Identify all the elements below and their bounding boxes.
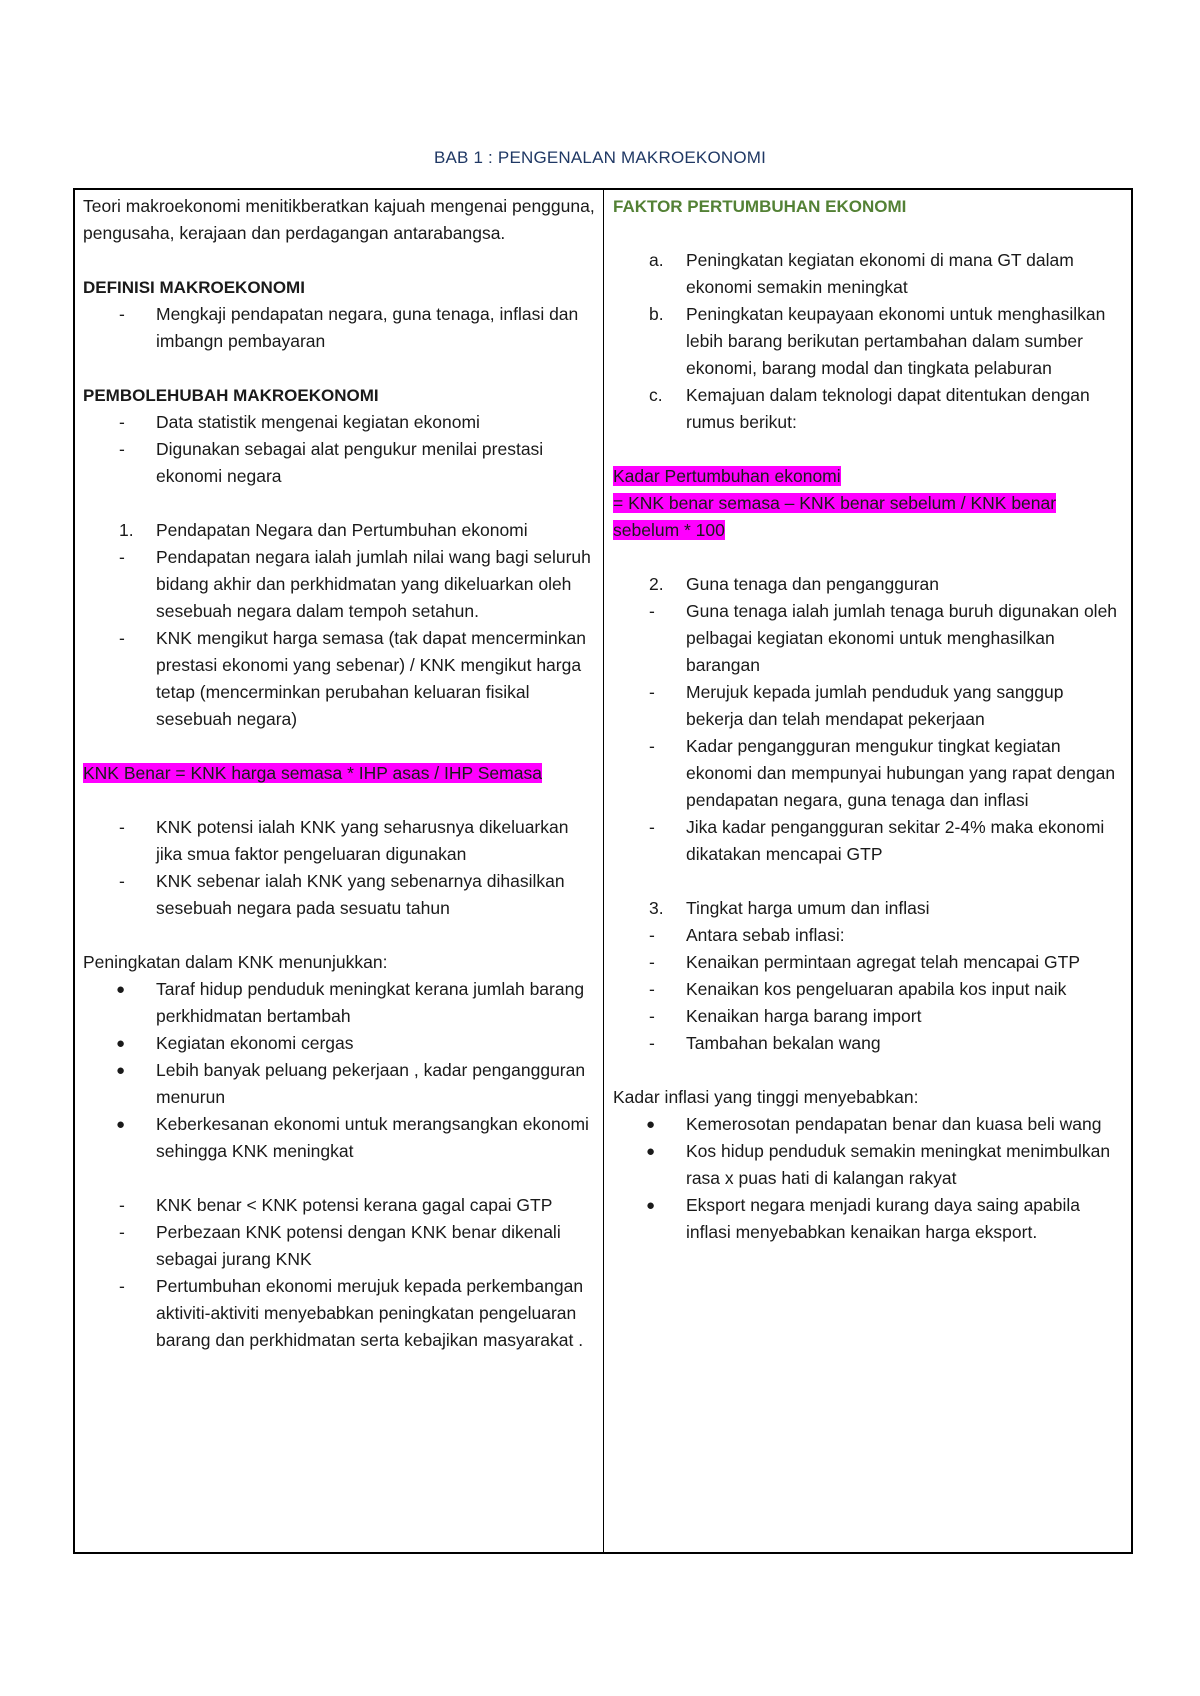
section-title-text: Tingkat harga umum dan inflasi xyxy=(686,898,930,918)
knk-benar-formula: KNK Benar = KNK harga semasa * IHP asas / IHP Semasa xyxy=(83,763,542,783)
list-item xyxy=(83,1273,595,1354)
dash-marker: - xyxy=(119,1222,125,1242)
bullet-icon: ● xyxy=(116,1035,126,1052)
bullet-icon: ● xyxy=(116,1062,126,1079)
bullet-icon: ● xyxy=(646,1143,656,1160)
list-item xyxy=(613,733,1123,814)
dash-marker: - xyxy=(119,1276,125,1296)
dash-marker: - xyxy=(649,925,655,945)
letter-marker: a. xyxy=(649,250,664,270)
list-item-text: Kenaikan permintaan agregat telah mencapai GTP xyxy=(686,952,1080,972)
list-item xyxy=(83,301,595,355)
list-item-text: KNK potensi ialah KNK yang seharusnya dikeluarkan jika smua faktor pengeluaran digunakan xyxy=(156,817,569,864)
section-title-text: Guna tenaga dan pengangguran xyxy=(686,574,940,594)
dash-marker: - xyxy=(649,979,655,999)
bullet-item xyxy=(83,976,595,1030)
section-title-text: Pendapatan Negara dan Pertumbuhan ekonomi xyxy=(156,520,528,540)
list-item xyxy=(83,625,595,733)
lettered-item-text: Kemajuan dalam teknologi dapat ditentukan dengan rumus berikut: xyxy=(686,385,1090,432)
list-item xyxy=(83,814,595,868)
inflasi-heading: Kadar inflasi yang tinggi menyebabkan: xyxy=(613,1087,919,1107)
list-item-text: Tambahan bekalan wang xyxy=(686,1033,881,1053)
bullet-item-text: Kegiatan ekonomi cergas xyxy=(156,1033,354,1053)
dash-marker: - xyxy=(119,817,125,837)
bullet-item xyxy=(613,1192,1123,1246)
list-item xyxy=(613,1003,1123,1030)
list-item xyxy=(613,949,1123,976)
list-item-text: Pertumbuhan ekonomi merujuk kepada perkembangan aktiviti-aktiviti menyebabkan peningkatan pengeluaran barang dan perkhidmatan serta kebajikan masyarakat . xyxy=(156,1276,584,1350)
list-item-text: Kenaikan harga barang import xyxy=(686,1006,922,1026)
list-item xyxy=(83,409,595,436)
lettered-item xyxy=(613,382,1123,436)
list-item-text: KNK sebenar ialah KNK yang sebenarnya dihasilkan sesebuah negara pada sesuatu tahun xyxy=(156,871,565,918)
dash-marker: - xyxy=(649,601,655,621)
dash-marker: - xyxy=(119,628,125,648)
dash-marker: - xyxy=(649,1033,655,1053)
dash-marker: - xyxy=(649,682,655,702)
list-item-text: KNK benar < KNK potensi kerana gagal capai GTP xyxy=(156,1195,553,1215)
list-item-text: Kenaikan kos pengeluaran apabila kos input naik xyxy=(686,979,1067,999)
list-item xyxy=(613,814,1123,868)
dash-marker: - xyxy=(649,1006,655,1026)
bullet-item xyxy=(613,1138,1123,1192)
list-item xyxy=(83,868,595,922)
list-item-text: KNK mengikut harga semasa (tak dapat mencerminkan prestasi ekonomi yang sebenar) / KNK mengikut harga tetap (mencerminkan perubahan keluaran fisikal sesebuah negara) xyxy=(156,628,586,729)
list-item-text: Pendapatan negara ialah jumlah nilai wang bagi seluruh bidang akhir dan perkhidmatan yang dikeluarkan oleh sesebuah negara dalam tempoh setahun. xyxy=(156,547,591,621)
dash-marker: - xyxy=(649,817,655,837)
section-number: 1. xyxy=(119,520,134,540)
bullet-item-text: Taraf hidup penduduk meningkat kerana jumlah barang perkhidmatan bertambah xyxy=(156,979,585,1026)
bullet-item-text: Kemerosotan pendapatan benar dan kuasa beli wang xyxy=(686,1114,1102,1134)
letter-marker: b. xyxy=(649,304,664,324)
list-item xyxy=(83,436,595,490)
section-2-title xyxy=(613,571,1123,598)
list-item xyxy=(613,922,1123,949)
bullet-icon: ● xyxy=(646,1197,656,1214)
intro-paragraph: Teori makroekonomi menitikberatkan kajuah mengenai pengguna, pengusaha, kerajaan dan perdagangan antarabangsa. xyxy=(83,196,595,243)
dash-marker: - xyxy=(119,304,125,324)
letter-marker: c. xyxy=(649,385,663,405)
definisi-heading: DEFINISI MAKROEKONOMI xyxy=(83,278,305,297)
page-title: BAB 1 : PENGENALAN MAKROEKONOMI xyxy=(433,148,767,167)
bullet-item xyxy=(83,1057,595,1111)
section-number: 2. xyxy=(649,574,664,594)
list-item-text: Digunakan sebagai alat pengukur menilai prestasi ekonomi negara xyxy=(156,439,544,486)
pembolehubah-heading: PEMBOLEHUBAH MAKROEKONOMI xyxy=(83,386,379,405)
dash-marker: - xyxy=(649,736,655,756)
section-number: 3. xyxy=(649,898,664,918)
bullet-item xyxy=(613,1111,1123,1138)
bullet-icon: ● xyxy=(116,1116,126,1133)
dash-marker: - xyxy=(119,871,125,891)
bullet-item xyxy=(83,1030,595,1057)
peningkatan-heading: Peningkatan dalam KNK menunjukkan: xyxy=(83,952,388,972)
list-item-text: Perbezaan KNK potensi dengan KNK benar dikenali sebagai jurang KNK xyxy=(156,1222,561,1269)
list-item-text: Jika kadar pengangguran sekitar 2-4% maka ekonomi dikatakan mencapai GTP xyxy=(686,817,1105,864)
list-item xyxy=(83,544,595,625)
section-1-title xyxy=(83,517,595,544)
lettered-item xyxy=(613,301,1123,382)
list-item-text: Mengkaji pendapatan negara, guna tenaga, inflasi dan imbangn pembayaran xyxy=(156,304,579,351)
list-item-text: Guna tenaga ialah jumlah tenaga buruh digunakan oleh pelbagai kegiatan ekonomi untuk menghasilkan barangan xyxy=(686,601,1118,675)
list-item-text: Data statistik mengenai kegiatan ekonomi xyxy=(156,412,480,432)
list-item-text: Antara sebab inflasi: xyxy=(686,925,845,945)
list-item-text: Kadar pengangguran mengukur tingkat kegiatan ekonomi dan mempunyai hubungan yang rapat dengan pendapatan negara, guna tenaga dan inflasi xyxy=(686,736,1116,810)
list-item xyxy=(613,1030,1123,1057)
bullet-icon: ● xyxy=(116,981,126,998)
notes-table xyxy=(73,188,1133,1554)
list-item xyxy=(83,1219,595,1273)
dash-marker: - xyxy=(119,412,125,432)
bullet-item-text: Kos hidup penduduk semakin meningkat menimbulkan rasa x puas hati di kalangan rakyat xyxy=(686,1141,1111,1188)
bullet-item-text: Keberkesanan ekonomi untuk merangsangkan ekonomi sehingga KNK meningkat xyxy=(156,1114,589,1161)
dash-marker: - xyxy=(119,439,125,459)
list-item xyxy=(613,679,1123,733)
bullet-icon: ● xyxy=(646,1116,656,1133)
faktor-heading: FAKTOR PERTUMBUHAN EKONOMI xyxy=(613,197,907,216)
list-item xyxy=(83,1192,595,1219)
list-item-text: Merujuk kepada jumlah penduduk yang sanggup bekerja dan telah mendapat pekerjaan xyxy=(686,682,1064,729)
bullet-item xyxy=(83,1111,595,1165)
dash-marker: - xyxy=(119,1195,125,1215)
kadar-formula-label: Kadar Pertumbuhan ekonomi xyxy=(613,466,841,486)
section-3-title xyxy=(613,895,1123,922)
kadar-formula-equation: = KNK benar semasa – KNK benar sebelum / KNK benar sebelum * 100 xyxy=(613,493,1057,540)
list-item xyxy=(613,976,1123,1003)
dash-marker: - xyxy=(649,952,655,972)
right-column xyxy=(604,190,1131,1552)
lettered-item xyxy=(613,247,1123,301)
left-column xyxy=(75,190,604,1552)
lettered-item-text: Peningkatan keupayaan ekonomi untuk menghasilkan lebih barang berikutan pertambahan dalam sumber ekonomi, barang modal dan tingkata pelaburan xyxy=(686,304,1106,378)
dash-marker: - xyxy=(119,547,125,567)
bullet-item-text: Lebih banyak peluang pekerjaan , kadar pengangguran menurun xyxy=(156,1060,586,1107)
bullet-item-text: Eksport negara menjadi kurang daya saing apabila inflasi menyebabkan kenaikan harga eksport. xyxy=(686,1195,1081,1242)
list-item xyxy=(613,598,1123,679)
lettered-item-text: Peningkatan kegiatan ekonomi di mana GT dalam ekonomi semakin meningkat xyxy=(686,250,1074,297)
